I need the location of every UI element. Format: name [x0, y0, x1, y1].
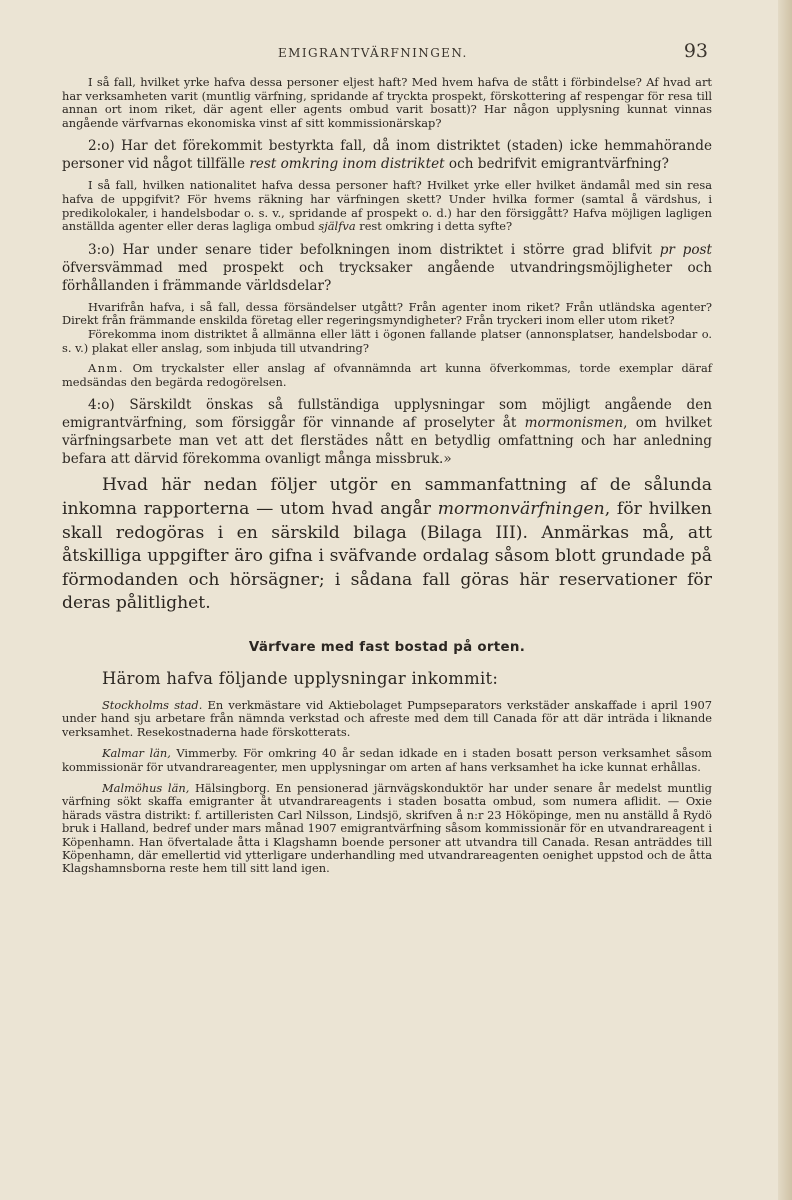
page-number: 93 — [683, 40, 708, 62]
entry-stockholm: Stockholms stad. En verkmästare vid Aktiebolaget Pumpseparators verkstäder anskaffade i april 1907 under hand sju arbetare från nämnda verkstad och afreste med dem till Canada för att där inträda i liknande verksamhet. Resekostnaderna hade förskotterats. — [62, 697, 712, 739]
question-4: 4:o) Särskildt önskas så fullständiga upplysningar som möjligt angående den emigrantvärfning, som försiggår för vinnande af proselyter åt mormonismen, om hvilket värfningsarbete man vet att det flerstädes nått en betydlig omfattning och har anledning befara att därvid förekomma ovanligt många missbruk.» — [62, 397, 712, 468]
summary-paragraph: Hvad här nedan följer utgör en sammanfattning af de sålunda inkomna rapporterna — utom hvad angår mormonvärfningen, för hvilken skall redogöras i en särskild bilaga (Bilaga III). Anmärkas må, att åtskilliga uppgifter äro gifna i sväfvande ordalag såsom blott grundade på förmodanden och hörsägner; i sådana fall göras här reservationer för deras pålitlighet. — [62, 475, 712, 614]
page-body — [62, 76, 712, 884]
annotation-note: Anm. Om tryckalster eller anslag af ofvannämnda art kunna öfverkommas, torde exemplar däraf medsändas den begärda redogörelsen. — [62, 361, 712, 389]
question-3: 3:o) Har under senare tider befolkningen inom distriktet i större grad blifvit pr post öfversvämmad med prospekt och trycksaker angående utvandringsmöjligheter och förhållanden i främmande världsdelar? — [62, 241, 712, 294]
paragraph-1: I så fall, hvilket yrke hafva dessa personer eljest haft? Med hvem hafva de stått i förbindelse? Af hvad art har verksamheten varit (muntlig värfning, spridande af tryckta prospekt, förskottering af respengar för resa till annan ort inom riket, där agent eller agents ombud varit bosatt)? Har någon upplysning kunnat vinnas angående värfvarnas ekonomiska vinst af sitt kommissionärskap? — [62, 75, 712, 130]
paragraph-3: Hvarifrån hafva, i så fall, dessa försändelser utgått? Från agenter inom riket? Från utländska agenter? Direkt från främmande enskilda företag eller regeringsmyndigheter? Från tryckeri inom eller utom riket? — [62, 299, 712, 328]
entry-malmohus: Malmöhus län, Hälsingborg. En pensionerad järnvägskonduktör har under senare år medelst muntlig värfning sökt skaffa emigranter åt utvandrareagents i staden bosatta ombud, som numera aflidit. — Oxie härads västra distrikt: f. artilleristen Carl Nilsson, Lindsjö, skrifven å n:r 23 Hököpinge, men nu anställd å Rydö bruk i Halland, bedref under mars månad 1907 emigrantvärfning såsom kommissionär för en utvandrareagent i Köpenhamn. Han öfvertalade åtta i Klagshamn boende personer att utvandra till Canada. Resan anträddes till Köpenhamn, där emellertid vid ytterligare underhandling med utvandrareagenten oenighet uppstod och de åtta Klagshamnsborna reste hem till sitt land igen. — [62, 780, 712, 876]
running-title: EMIGRANTVÄRFNINGEN. — [278, 46, 468, 60]
question-2: 2:o) Har det förekommit bestyrkta fall, då inom distriktet (staden) icke hemmahörande personer vid något tillfälle rest omkring inom distriktet och bedrifvit emigrantvärfning? — [62, 138, 712, 173]
intro-line: Härom hafva följande upplysningar inkommit: — [102, 668, 499, 688]
paragraph-2: I så fall, hvilken nationalitet hafva dessa personer haft? Hvilket yrke eller hvilket ändamål med sin resa hafva de uppgifvit? För hvems räkning har värfningen skett? Under hvilka former (samtal å värdshus, i predikolokaler, i handelsbodar o. s. v., spridande af prospekt o. d.) har den försiggått? Hafva möjligen lagligen anställda agenter eller deras lagliga ombud själfva rest omkring i detta syfte? — [62, 178, 712, 234]
page-header — [104, 40, 708, 62]
section-heading: Värfvare med fast bostad på orten. — [248, 639, 526, 655]
entry-kalmar: Kalmar län, Vimmerby. För omkring 40 år sedan idkade en i staden bosatt person verksamhet såsom kommissionär för utvandrareagenter, men upplysningar om arten af hans verksamhet ha icke kunnat erhållas. — [62, 746, 712, 774]
page-edge — [778, 0, 792, 1200]
paragraph-4: Förekomma inom distriktet å allmänna eller lätt i ögonen fallande platser (annonsplatser, handelsbodar o. s. v.) plakat eller anslag, som inbjuda till utvandring? — [62, 326, 712, 355]
